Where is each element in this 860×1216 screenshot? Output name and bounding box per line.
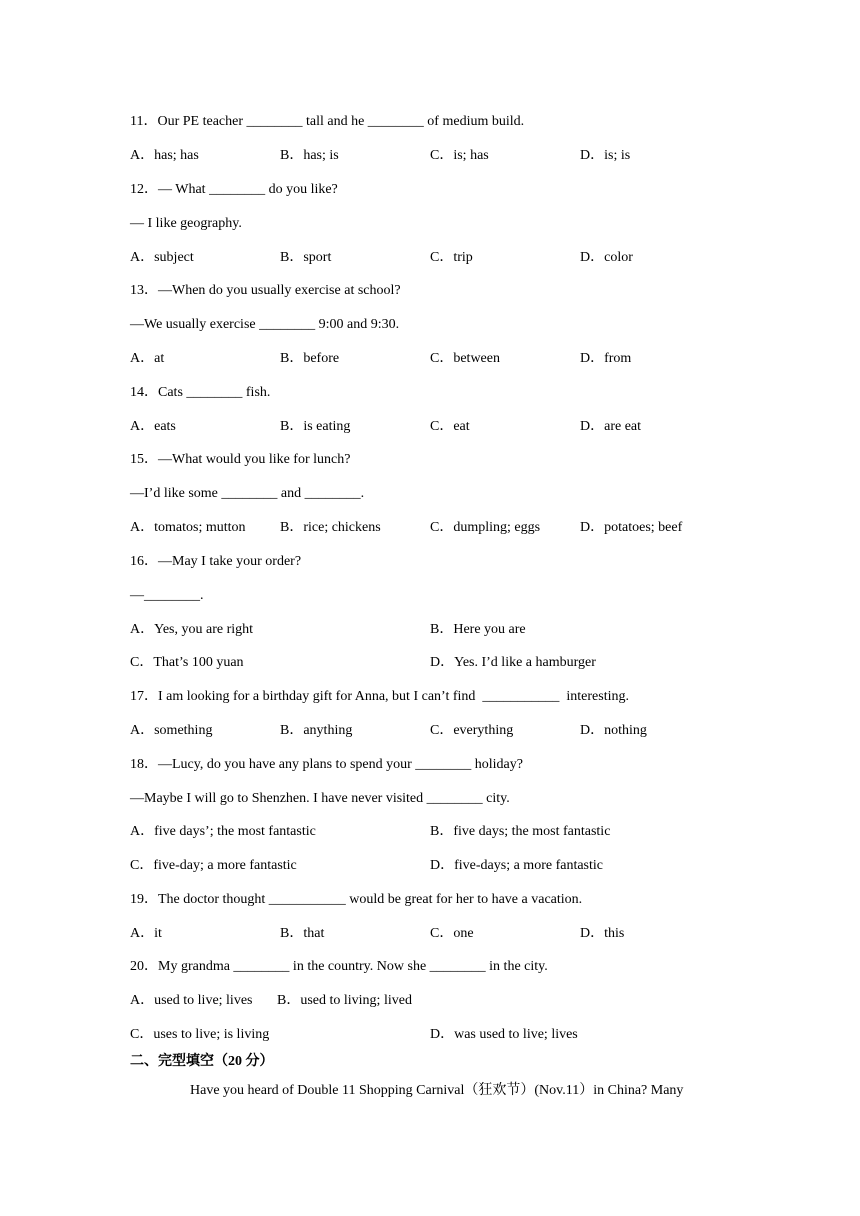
question-19-option-d: D．this [580, 926, 625, 941]
passage-first-line: Have you heard of Double 11 Shopping Carnival（狂欢节）(Nov.11）in China? Many [190, 1083, 684, 1098]
question-15-option-c: C．dumpling; eggs [430, 520, 541, 535]
question-20-option-b: B．used to living; lived [277, 993, 412, 1008]
question-12-stem: 12．— What ________ do you like? [130, 182, 338, 197]
question-17-stem: 17．I am looking for a birthday gift for Anna, but I can’t find ___________ interesting. [130, 689, 629, 704]
question-14-stem: 14．Cats ________ fish. [130, 385, 271, 400]
question-14-option-d: D．are eat [580, 419, 642, 434]
question-18-answer-line: —Maybe I will go to Shenzhen. I have never visited ________ city. [130, 791, 510, 806]
question-13-option-c: C．between [430, 351, 500, 366]
question-15-option-a: A．tomatos; mutton [130, 520, 246, 535]
section-heading: 二、完型填空（20 分） [130, 1054, 274, 1069]
question-20-option-d: D．was used to live; lives [430, 1027, 578, 1042]
question-20-stem: 20．My grandma ________ in the country. Now she ________ in the city. [130, 959, 548, 974]
question-16-answer-line: —________. [130, 588, 204, 603]
question-11-option-b: B．has; is [280, 148, 339, 163]
question-12-option-d: D．color [580, 250, 633, 265]
question-18-option-d: D．five-days; a more fantastic [430, 858, 603, 873]
question-16-option-c: C．That’s 100 yuan [130, 655, 244, 670]
question-16-option-d: D．Yes. I’d like a hamburger [430, 655, 596, 670]
question-11-option-a: A．has; has [130, 148, 199, 163]
question-12-answer-line: — I like geography. [130, 216, 242, 231]
question-20-option-a: A．used to live; lives [130, 993, 253, 1008]
question-19-option-c: C．one [430, 926, 474, 941]
question-15-answer-line: —I’d like some ________ and ________. [130, 486, 365, 501]
question-20-option-c: C．uses to live; is living [130, 1027, 270, 1042]
question-12-option-c: C．trip [430, 250, 473, 265]
question-17-option-a: A．something [130, 723, 213, 738]
question-19-stem: 19．The doctor thought ___________ would be great for her to have a vacation. [130, 892, 583, 907]
question-14-option-a: A．eats [130, 419, 176, 434]
question-13-stem: 13．—When do you usually exercise at school? [130, 283, 401, 298]
question-17-option-b: B．anything [280, 723, 353, 738]
question-12-option-a: A．subject [130, 250, 194, 265]
question-18-stem: 18．—Lucy, do you have any plans to spend your ________ holiday? [130, 757, 523, 772]
question-19-option-b: B．that [280, 926, 325, 941]
question-13-answer-line: —We usually exercise ________ 9:00 and 9:30. [130, 317, 400, 332]
question-12-option-b: B．sport [280, 250, 332, 265]
question-17-option-c: C．everything [430, 723, 514, 738]
question-18-option-c: C．five-day; a more fantastic [130, 858, 297, 873]
question-11-stem: 11．Our PE teacher ________ tall and he ________ of medium build. [130, 114, 525, 129]
question-11-option-c: C．is; has [430, 148, 489, 163]
question-16-option-a: A．Yes, you are right [130, 622, 254, 637]
question-13-option-b: B．before [280, 351, 340, 366]
question-16-option-b: B．Here you are [430, 622, 526, 637]
question-16-stem: 16．—May I take your order? [130, 554, 302, 569]
question-14-option-b: B．is eating [280, 419, 351, 434]
question-17-option-d: D．nothing [580, 723, 647, 738]
question-13-option-a: A．at [130, 351, 165, 366]
question-13-option-d: D．from [580, 351, 632, 366]
question-19-option-a: A．it [130, 926, 162, 941]
question-18-option-b: B．five days; the most fantastic [430, 824, 611, 839]
question-18-option-a: A．five days’; the most fantastic [130, 824, 316, 839]
question-15-stem: 15．—What would you like for lunch? [130, 452, 351, 467]
question-14-option-c: C．eat [430, 419, 470, 434]
question-15-option-b: B．rice; chickens [280, 520, 381, 535]
question-11-option-d: D．is; is [580, 148, 631, 163]
question-15-option-d: D．potatoes; beef [580, 520, 683, 535]
